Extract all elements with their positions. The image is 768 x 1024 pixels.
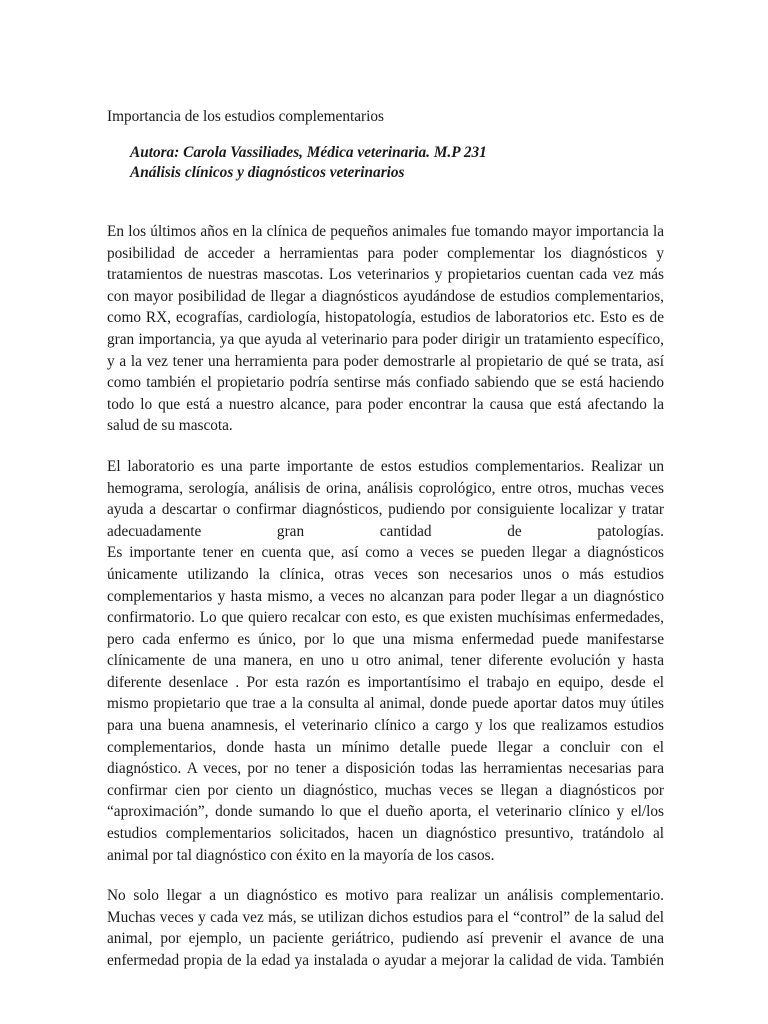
- paragraph-text: El laboratorio es una parte importante de estos estudios complementarios. Realizar un hemograma, serología, análisis de orina, análisis coprológico, entre otros, muchas veces ayuda a descartar o confirmar diagnósticos, pudiendo por consiguiente localizar y tratar adecuadamente gran cantidad de patologías.: [107, 457, 664, 540]
- document-title: Importancia de los estudios complementarios: [107, 108, 384, 125]
- paragraph-text: No solo llegar a un diagnóstico es motivo para realizar un análisis complementario. Muchas veces y cada vez más, se utilizan dichos estudios para el “control” de la salud del animal, por ejemplo, un paciente geriátrico, pudiendo así prevenir el avance de una enfermedad propia de la edad ya instalada o ayudar a mejorar la calidad de vida. También: [107, 887, 664, 969]
- paragraph-3: [107, 885, 664, 971]
- paragraph-1: [107, 221, 664, 437]
- paragraph-text: Es importante tener en cuenta que, así como a veces se pueden llegar a diagnósticos únicamente utilizando la clínica, otras veces son necesarios unos o más estudios complementarios y hasta mismo, a veces no alcanzan para poder llegar a un diagnóstico confirmatorio. Lo que quiero recalcar con esto, es que existen muchísimas enfermedades, pero cada enfermo es único, por lo que una misma enfermedad puede manifestarse clínicamente de una manera, en uno u otro animal, tener diferente evolución y hasta diferente desenlace . Por esta razón es importantísimo el trabajo en equipo, desde el mismo propietario que trae a la consulta al animal, donde puede aportar datos muy útiles para una buena anamnesis, el veterinario clínico a cargo y los que realizamos estudios complementarios, donde hasta un mínimo detalle puede llegar a concluir con el diagnóstico. A veces, por no tener a disposición todas las herramientas necesarias para confirmar cien por ciento un diagnóstico, muchas veces se llegan a diagnósticos por “aproximación”, donde sumando lo que el dueño aporta, el veterinario clínico y el/los estudios complementarios solicitados, hacen un diagnóstico presuntivo, tratándolo al animal por tal diagnóstico con éxito en la mayoría de los casos.: [107, 544, 664, 864]
- organization-line: Análisis clínicos y diagnósticos veterinarios: [130, 164, 405, 181]
- paragraph-text: En los últimos años en la clínica de pequeños animales fue tomando mayor importancia la posibilidad de acceder a herramientas para poder complementar los diagnósticos y tratamientos de nuestras mascotas. Los veterinarios y propietarios cuentan cada vez más con mayor posibilidad de llegar a diagnósticos ayudándose de estudios complementarios, como RX, ecografías, cardiología, histopatología, estudios de laboratorios etc. Esto es de gran importancia, ya que ayuda al veterinario para poder dirigir un tratamiento específico, y a la vez tener una herramienta para poder demostrarle al propietario de qué se trata, así como también el propietario podría sentirse más confiado sabiendo que se está haciendo todo lo que está a nuestro alcance, para poder encontrar la causa que está afectando la salud de su mascota.: [107, 223, 664, 435]
- document-body: [107, 221, 664, 972]
- author-line: Autora: Carola Vassiliades, Médica veterinaria. M.P 231: [130, 144, 487, 161]
- paragraph-2: [107, 456, 664, 866]
- author-block: [130, 143, 664, 183]
